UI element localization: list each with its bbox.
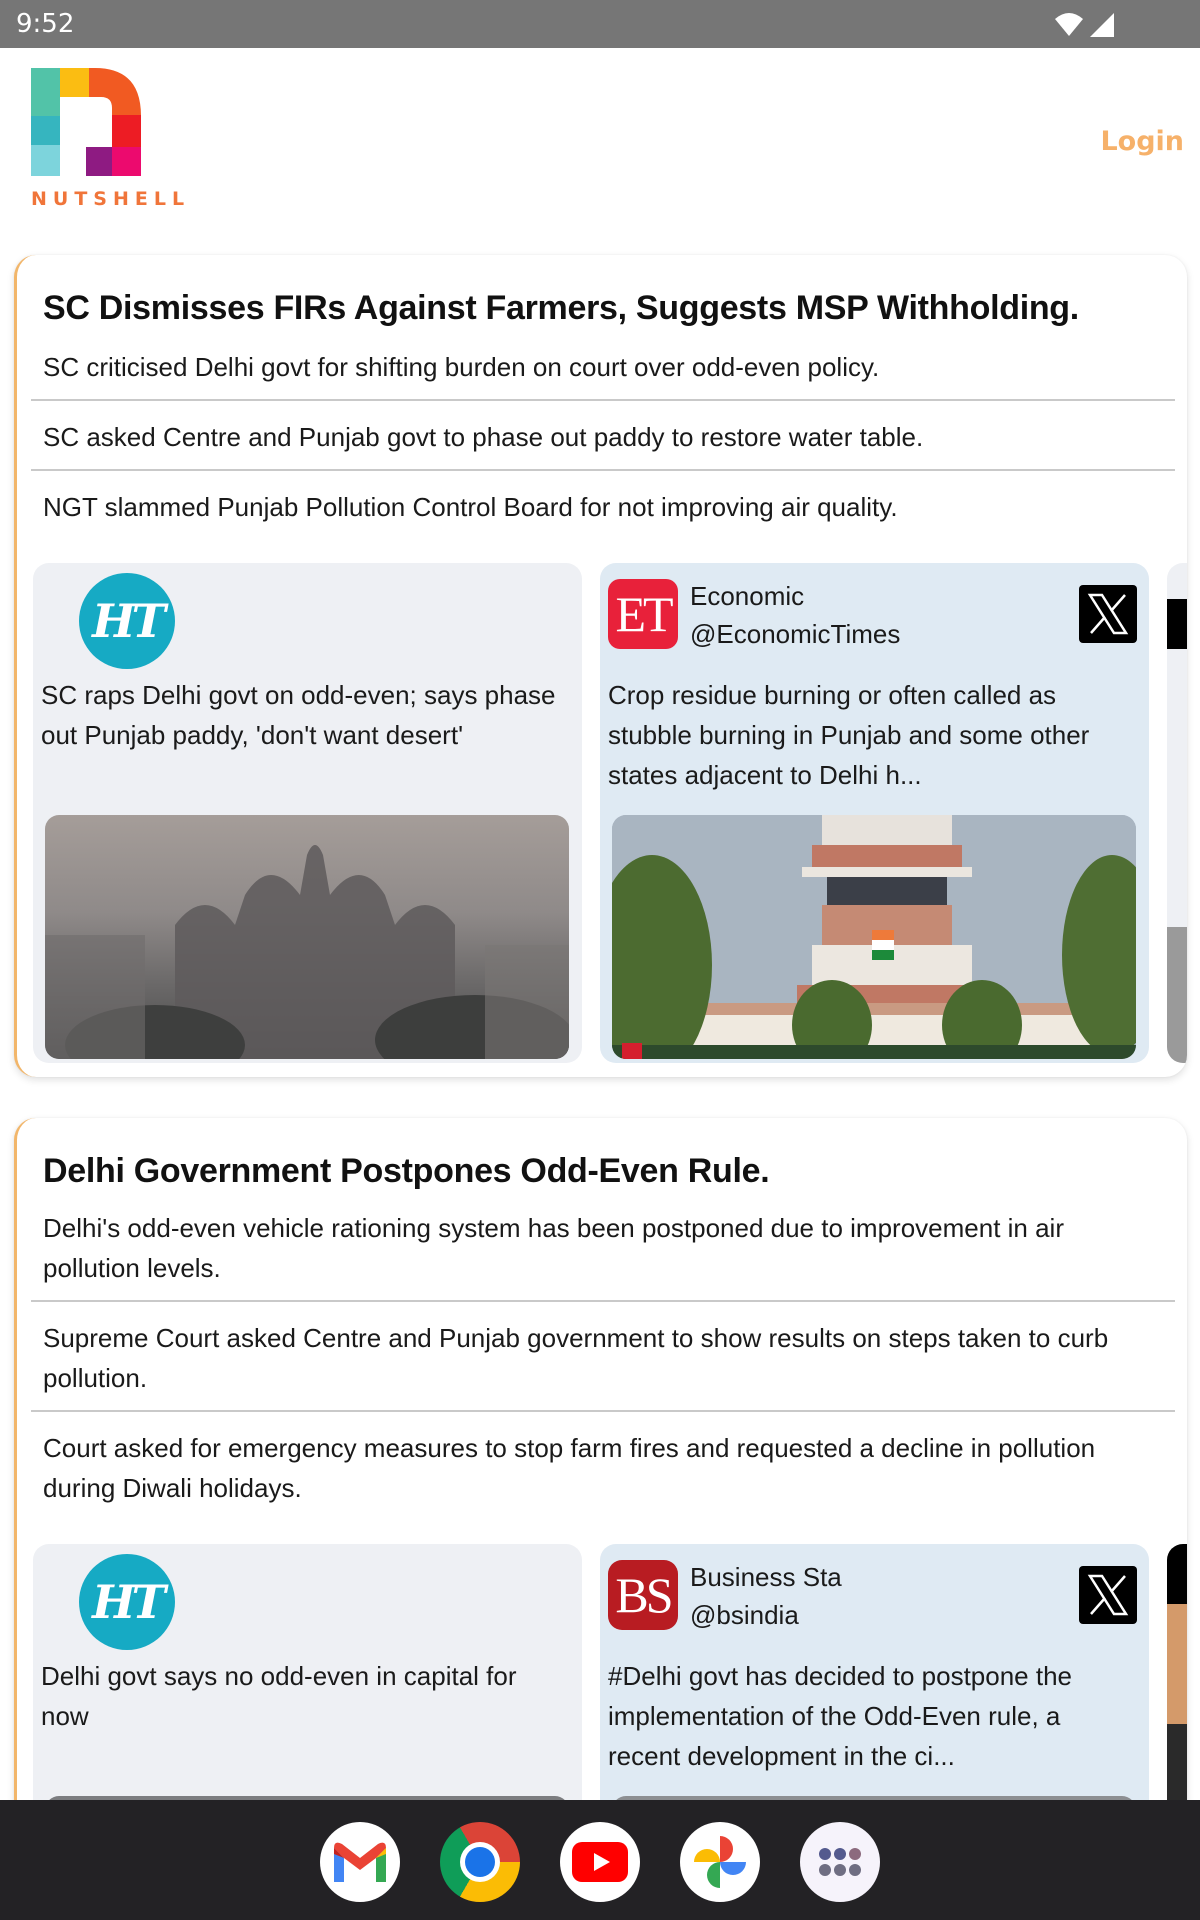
- source-card-news[interactable]: [33, 1544, 582, 1838]
- nutshell-logo[interactable]: [31, 68, 141, 176]
- story-title: Delhi Government Postpones Odd-Even Rule.: [43, 1152, 770, 1190]
- sources-carousel[interactable]: [33, 1544, 1187, 1838]
- x-icon[interactable]: [1079, 585, 1137, 643]
- status-bar: [0, 0, 1200, 48]
- photos-icon[interactable]: [680, 1822, 760, 1902]
- ht-logo-icon: HT: [79, 1554, 175, 1650]
- divider: [31, 399, 1175, 401]
- source-headline: Delhi govt says no odd-even in capital for now: [41, 1661, 517, 1731]
- x-icon: [1167, 599, 1187, 649]
- story-bullet: SC asked Centre and Punjab govt to phase out paddy to restore water table.: [43, 422, 924, 452]
- source-card-tweet[interactable]: [600, 563, 1149, 1063]
- taskbar: [0, 1800, 1200, 1920]
- tweet-text: #Delhi govt has decided to postpone the implementation of the Odd-Even rule, a recent development in the ci...: [608, 1661, 1073, 1771]
- article-image-smog-temple: [45, 815, 569, 1059]
- chrome-icon[interactable]: [440, 1822, 520, 1902]
- article-image-supreme-court: [612, 815, 1136, 1059]
- login-button[interactable]: Login: [1100, 126, 1184, 157]
- youtube-icon[interactable]: [560, 1822, 640, 1902]
- divider: [31, 469, 1175, 471]
- story-bullet: NGT slammed Punjab Pollution Control Board for not improving air quality.: [43, 492, 898, 522]
- brand-name: NUTSHELL: [31, 188, 191, 210]
- divider: [31, 1410, 1175, 1412]
- signal-icon: [1090, 13, 1114, 37]
- gmail-icon[interactable]: [320, 1822, 400, 1902]
- source-card-tweet[interactable]: [600, 1544, 1149, 1838]
- status-time: 9:52: [16, 9, 75, 39]
- ht-logo-icon: HT: [79, 573, 175, 669]
- app-drawer-icon[interactable]: [800, 1822, 880, 1902]
- article-image: [1167, 1604, 1187, 1724]
- bs-logo-icon: BS: [608, 1560, 678, 1630]
- et-logo-icon: ET: [608, 579, 678, 649]
- story-bullet: Court asked for emergency measures to stop farm fires and requested a decline in pollution during Diwali holidays.: [43, 1433, 1096, 1503]
- x-icon[interactable]: [1079, 1566, 1137, 1624]
- article-image: [1167, 927, 1187, 1063]
- story-bullet: Supreme Court asked Centre and Punjab government to show results on steps taken to curb pollution.: [43, 1323, 1109, 1393]
- story-card[interactable]: [14, 255, 1187, 1077]
- sources-carousel[interactable]: [33, 563, 1187, 1063]
- publisher-name: [690, 1558, 842, 1634]
- divider: [31, 1300, 1175, 1302]
- publisher-title: Economic: [690, 581, 805, 611]
- story-bullet: SC criticised Delhi govt for shifting burden on court over odd-even policy.: [43, 352, 880, 382]
- wifi-icon: [1054, 11, 1084, 37]
- source-card-news[interactable]: [33, 563, 582, 1063]
- tweet-text: Crop residue burning or often called as stubble burning in Punjab and some other states adjacent to Delhi h...: [608, 680, 1090, 790]
- publisher-handle: @EconomicTimes: [690, 619, 901, 649]
- publisher-title: Business Sta: [690, 1562, 842, 1592]
- source-card-next[interactable]: [1167, 1544, 1187, 1838]
- publisher-handle: @bsindia: [690, 1600, 799, 1630]
- story-card[interactable]: [14, 1118, 1187, 1838]
- app-header: [0, 48, 1200, 248]
- source-headline: SC raps Delhi govt on odd-even; says phase out Punjab paddy, 'don't want desert': [41, 680, 556, 750]
- source-card-next[interactable]: [1167, 563, 1187, 1063]
- story-bullet: Delhi's odd-even vehicle rationing system has been postponed due to improvement in air pollution levels.: [43, 1213, 1064, 1283]
- story-title: SC Dismisses FIRs Against Farmers, Suggests MSP Withholding.: [43, 289, 1079, 327]
- publisher-name: [690, 577, 900, 653]
